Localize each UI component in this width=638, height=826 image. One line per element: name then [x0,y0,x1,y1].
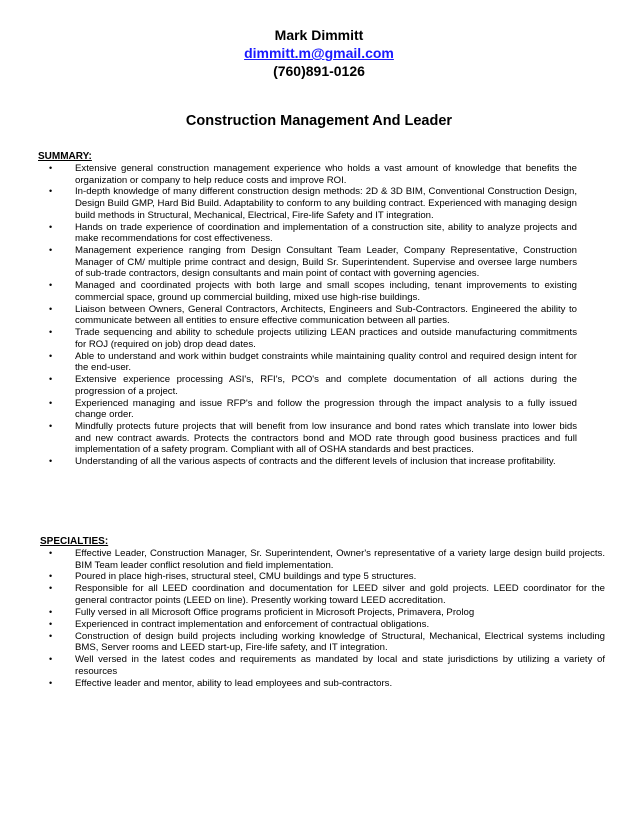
list-item [49,654,605,677]
specialties-heading: SPECIALTIES: [40,536,109,547]
bullet-icon: • [49,548,53,558]
bullet-icon: • [49,630,53,641]
list-item [49,280,577,303]
list-item-text: Construction of design build projects including working knowledge of Structural, Mechanical, Electrical systems including BMS, Server rooms and LEED start-up, Fire-life safety, and IT integration. [75,630,605,654]
list-item [49,571,605,583]
bullet-icon: • [49,618,53,629]
list-item-text: Effective leader and mentor, ability to lead employees and sub-contractors. [75,677,393,689]
bullet-icon: • [49,397,53,408]
role-title: Construction Management And Leader [185,113,453,129]
bullet-icon: • [49,606,53,617]
list-item-text: Understanding of all the various aspects of contracts and the different levels of inclusion that increase profitability. [75,456,556,468]
list-item [49,606,605,619]
list-item [49,350,577,374]
list-item [49,397,577,421]
list-item [49,245,577,280]
list-item-text: Experienced in contract implementation and enforcement of contractual obligations. [75,618,430,630]
list-item-text: Liaison between Owners, General Contractors, Architects, Engineers and Sub-Contractors. Engineered the ability to communicate between all entities to ensure effective communication between all parties. [75,303,577,327]
list-item [49,456,577,468]
specialties-list [49,548,605,690]
list-item [49,548,605,571]
bullet-icon: • [49,163,53,173]
bullet-icon: • [49,280,53,291]
summary-list [49,163,577,468]
bullet-icon: • [49,374,53,385]
summary-heading: SUMMARY: [38,151,92,162]
bullet-icon: • [49,654,53,665]
bullet-icon: • [49,186,53,197]
list-item-text: Trade sequencing and ability to schedule projects utilizing LEAN practices and outside manufacturing commitments for ROJ (required on job) drop dead dates. [75,327,577,350]
bullet-icon: • [49,303,53,314]
candidate-name: Mark Dimmitt [274,27,364,43]
list-item-text: Effective Leader, Construction Manager, Sr. Superintendent, Owner's representative of a variety large design build projects. BIM Team leader conflict resolution and field implementation. [75,548,605,571]
list-item [49,677,605,690]
list-item-text: In-depth knowledge of many different construction design methods: 2D & 3D BIM, Conventional Construction Design, Design Build GMP, Hard Bid Build. Adaptability to conform to any building contract. Experienced with managing design build methods in Structural, Mechanical, Electrical, Fire-life Safety and IT integration. [75,186,577,221]
list-item-text: Managed and coordinated projects with both large and small scopes including, tenant improvements to existing commercial space, ground up commercial building, mixed use high-rise buildings. [75,280,577,303]
list-item-text: Poured in place high-rises, structural steel, CMU buildings and type 5 structures. [75,571,417,583]
list-item-text: Extensive general construction management experience who holds a vast amount of knowledge that benefits the organization or company to help reduce costs and improve ROI. [75,163,577,186]
list-item [49,421,577,456]
list-item [49,221,577,245]
list-item [49,163,577,186]
list-item-text: Able to understand and work within budget constraints while maintaining quality control and required design intent for the end-user. [75,350,577,374]
resume-header [0,26,638,80]
list-item-text: Management experience ranging from Design Consultant Team Leader, Company Representative, Construction Manager of CM/ multiple prime contract and design, Build Sr. Superintendent. Supervise and oversee large numbers of sub-trade contractors, design consultants and main point of contact with governing agencies. [75,245,577,280]
list-item-text: Well versed in the latest codes and requirements as mandated by local and state jurisdictions by utilizing a variety of resources [75,654,605,677]
bullet-icon: • [49,677,53,688]
list-item [49,374,577,397]
bullet-icon: • [49,571,53,582]
bullet-icon: • [49,350,53,361]
list-item [49,618,605,631]
email-link[interactable]: dimmitt.m@gmail.com [244,45,394,61]
bullet-icon: • [49,327,53,338]
bullet-icon: • [49,583,53,594]
list-item-text: Extensive experience processing ASI's, RFI's, PCO's and complete documentation of all actions during the progression of a project. [75,374,577,397]
bullet-icon: • [49,221,53,232]
phone-number: (760)891-0126 [273,63,365,79]
list-item [49,630,605,654]
list-item-text: Mindfully protects future projects that will benefit from low insurance and bond rates which translate into lower bids and new contract awards. Protects the contractors bond and MOD rate through good business practices and full implementation of a safety program. Compliant with all of OSHA standards and best practices. [75,421,577,456]
list-item-text: Experienced managing and issue RFP's and follow the progression through the impact analysis to a fully issued change order. [75,397,577,421]
list-item-text: Fully versed in all Microsoft Office programs proficient in Microsoft Projects, Primavera, Prolog [75,606,475,618]
bullet-icon: • [49,245,53,256]
list-item-text: Responsible for all LEED coordination and documentation for LEED silver and gold projects. LEED coordinator for the general contractor points (LEED on line). Presently working toward LEED accreditation. [75,583,605,606]
list-item [49,186,577,221]
bullet-icon: • [49,456,53,467]
list-item-text: Hands on trade experience of coordination and implementation of a construction site, ability to analyze projects and make recommendations for cost effectiveness. [75,221,577,245]
bullet-icon: • [49,421,53,432]
list-item [49,583,605,606]
list-item [49,303,577,327]
list-item [49,327,577,350]
